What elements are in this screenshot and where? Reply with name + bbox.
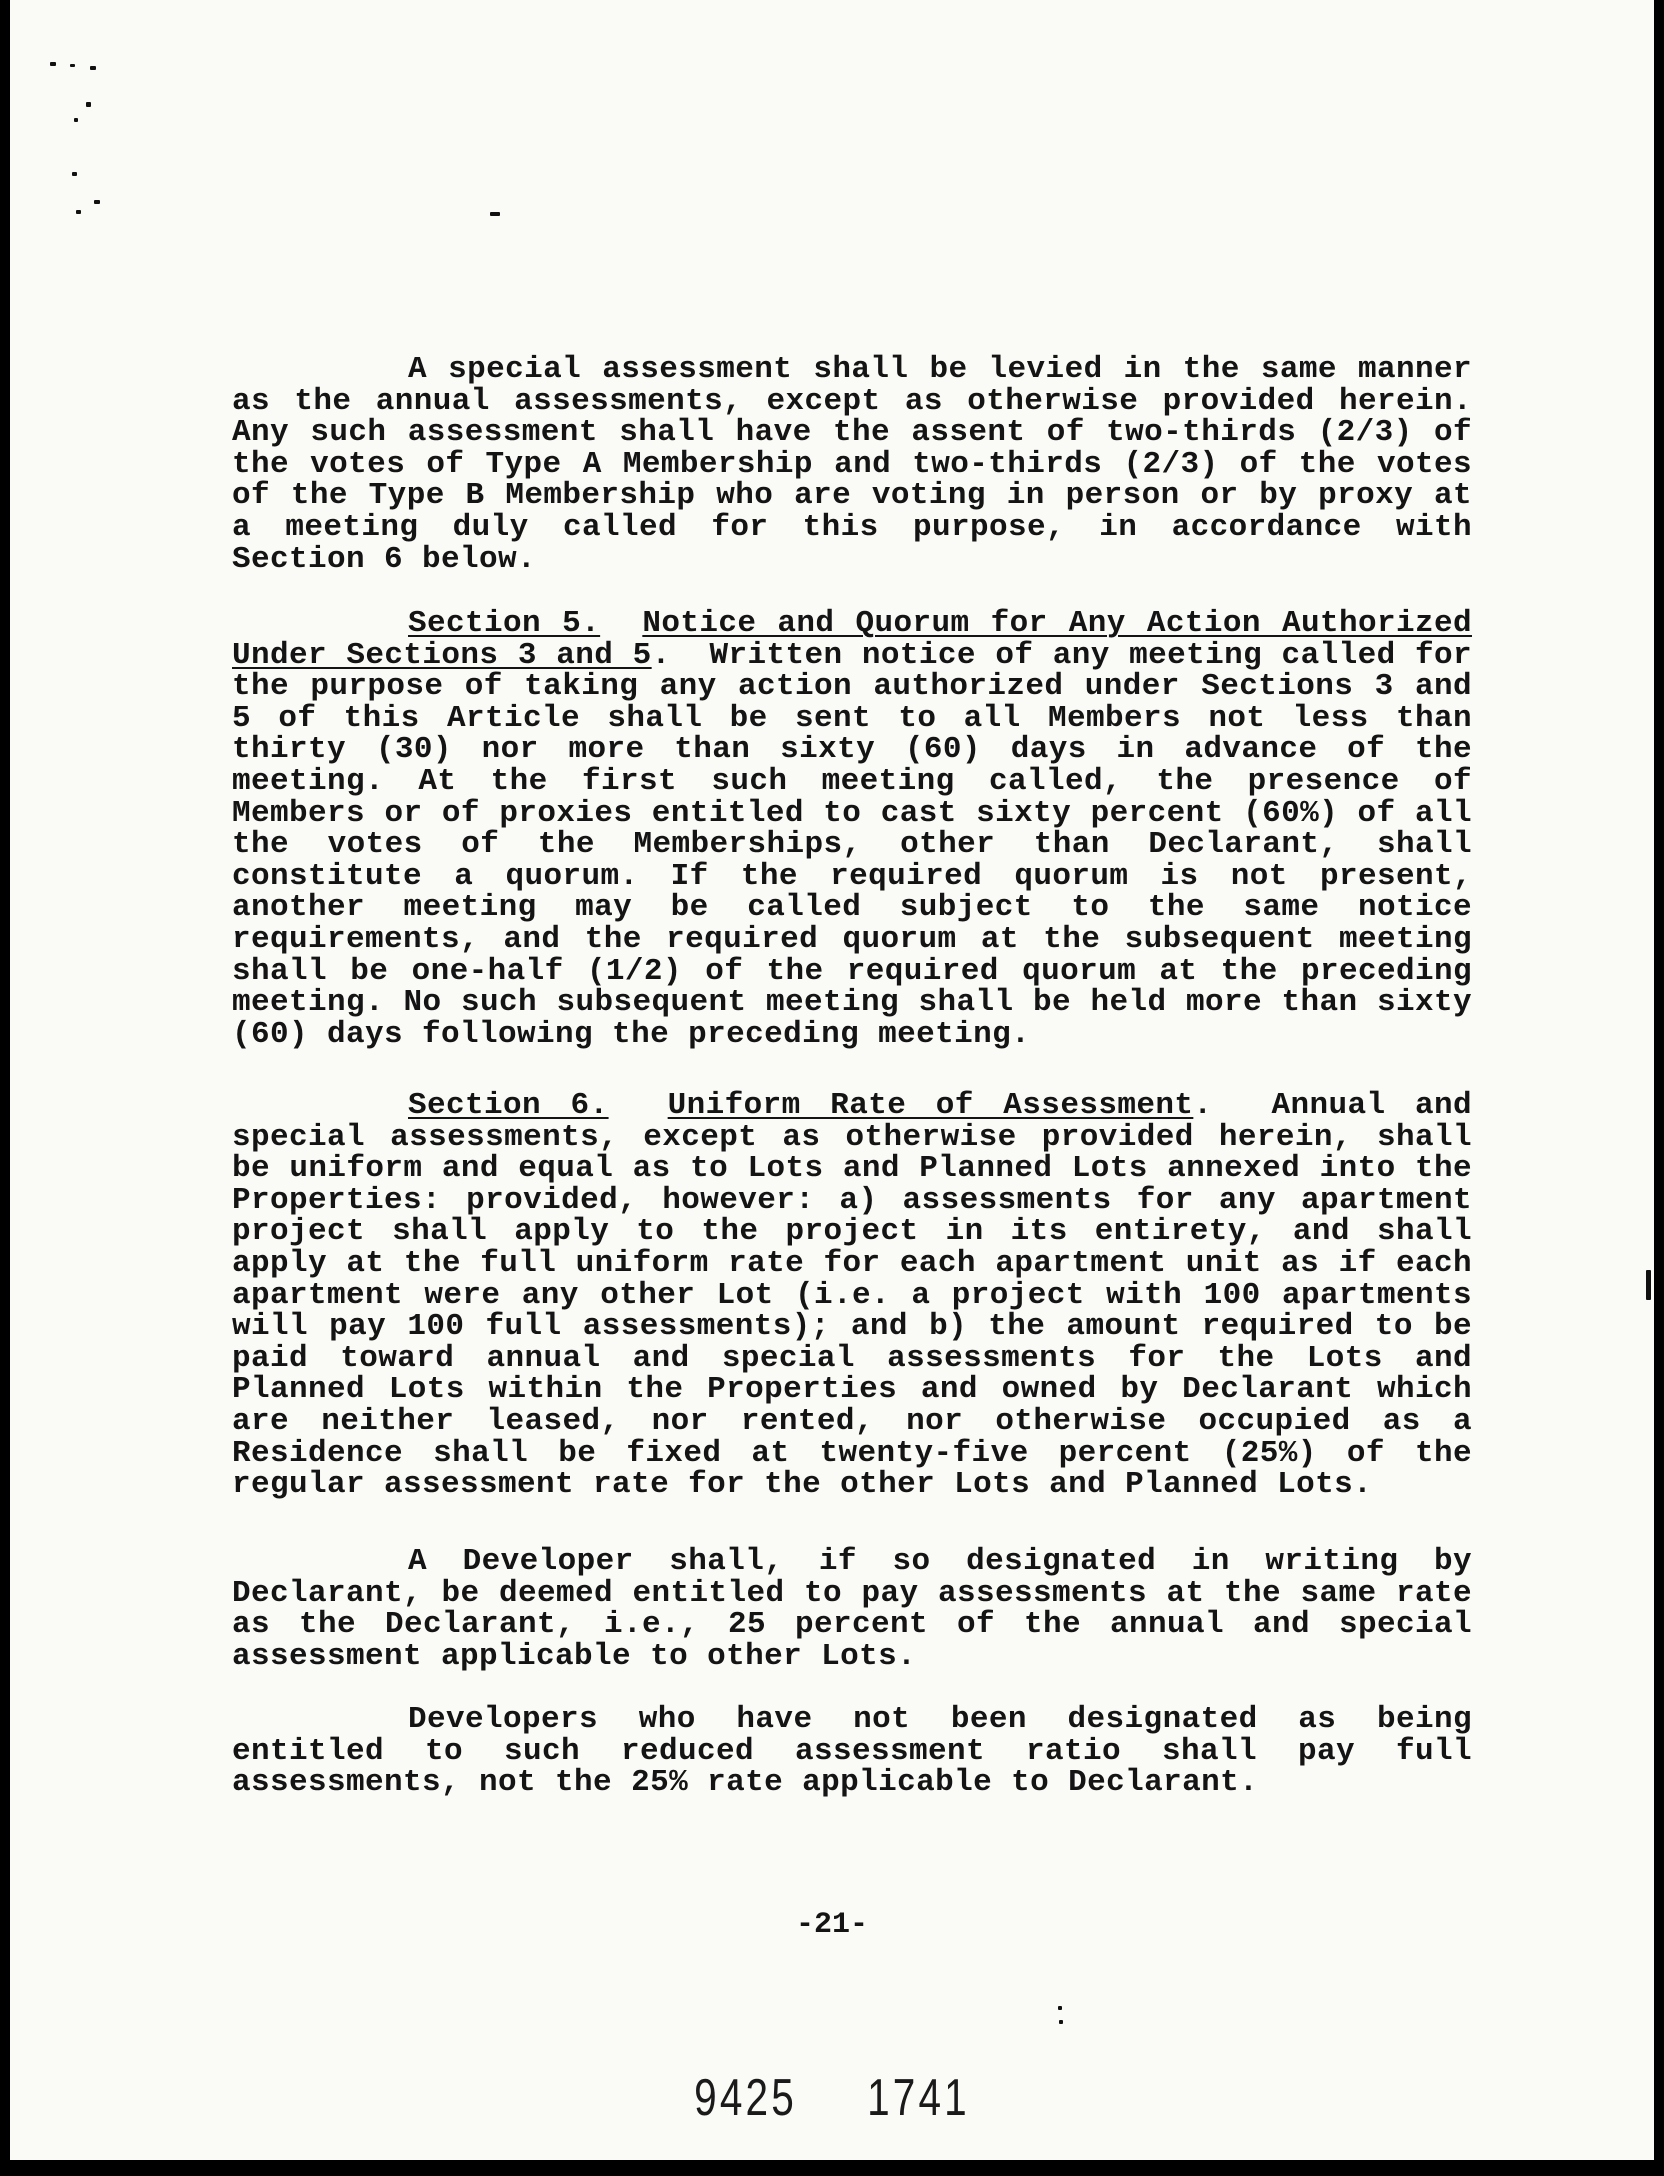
scan-speck xyxy=(94,200,100,204)
paragraph-special-assessment xyxy=(232,354,1472,575)
section-5-label: Section 5. xyxy=(408,606,601,641)
scan-speck xyxy=(90,66,96,70)
section-6-label: Section 6. xyxy=(408,1088,609,1123)
scan-speck xyxy=(1059,2020,1063,2024)
scan-speck xyxy=(50,62,56,66)
scan-speck xyxy=(70,64,75,67)
document-stamp xyxy=(191,2068,1473,2128)
scan-speck xyxy=(72,172,77,176)
stamp-number-left: 9425 xyxy=(694,2069,797,2127)
paragraph-section-5 xyxy=(232,608,1472,1050)
section-6-heading-end: . xyxy=(1193,1088,1213,1123)
paragraph-developers-not-designated xyxy=(232,1704,1472,1799)
scan-speck xyxy=(1646,1270,1651,1300)
stamp-number-right: 1741 xyxy=(867,2069,970,2127)
section-5-heading: Notice and Quorum for Any Action Authorized Under Sections 3 and 5 xyxy=(232,606,1472,673)
section-6-body: Annual and special assessments, except as otherwise provided herein, shall be uniform and equal as to Lots and Planned Lots annexed into the Properties: provided, however: a) assessments for any apartment project shall apply to the project in its entirety, and shall apply at the full uniform rate for each apartment unit as if each apartment were any other Lot (i.e. a project with 100 apartments will pay 100 full assessments); and b) the amount required to be paid toward annual and special assessments for the Lots and Planned Lots within the Properties and owned by Declarant which are neither leased, nor rented, nor otherwise occupied as a Residence shall be fixed at twenty-five percent (25%) of the regular assessment rate for the other Lots and Planned Lots. xyxy=(232,1088,1473,1503)
scan-speck xyxy=(490,212,500,216)
section-5-heading-end: . xyxy=(651,637,671,673)
section-6-heading: Uniform Rate of Assessment xyxy=(667,1088,1194,1123)
paragraph-text: A special assessment shall be levied in the same manner as the annual assessments, except as otherwise provided herein. Any such assessment shall have the assent of two-thirds (2/3) of the votes of Type A Membership and two-thirds (2/3) of the votes of the Type B Membership who are voting in person or by proxy at a meeting duly called for this purpose, in accordance with Section 6 below. xyxy=(232,352,1472,577)
page-number: -21- xyxy=(795,1908,868,1942)
scan-speck xyxy=(1058,2006,1062,2010)
section-5-body: Written notice of any meeting called for the purpose of taking any action authorized under Sections 3 and 5 of this Article shall be sent to all Members not less than thirty (30) nor more than sixty (60) days in advance of the meeting. At the first such meeting called, the presence of Members or of proxies entitled to cast sixty percent (60%) of all the votes of the Memberships, other than Declarant, shall constitute a quorum. If the required quorum is not present, another meeting may be called subject to the same notice requirements, and the required quorum at the subsequent meeting shall be one-half (1/2) of the required quorum at the preceding meeting. No such subsequent meeting shall be held more than sixty (60) days following the preceding meeting. xyxy=(232,637,1472,1052)
paragraph-text: A Developer shall, if so designated in writing by Declarant, be deemed entitled to pay assessments at the same rate as the Declarant, i.e., 25 percent of the annual and special assessment applicable to other Lots. xyxy=(232,1544,1472,1674)
paragraph-text: Developers who have not been designated as being entitled to such reduced assessment ratio shall pay full assessments, not the 25% rate applicable to Declarant. xyxy=(232,1702,1472,1801)
scan-speck xyxy=(86,102,91,107)
paper-sheet xyxy=(10,0,1654,2160)
paragraph-developer xyxy=(232,1546,1472,1672)
scan-speck xyxy=(76,210,81,214)
paragraph-section-6 xyxy=(232,1090,1472,1501)
scan-speck xyxy=(74,118,78,122)
